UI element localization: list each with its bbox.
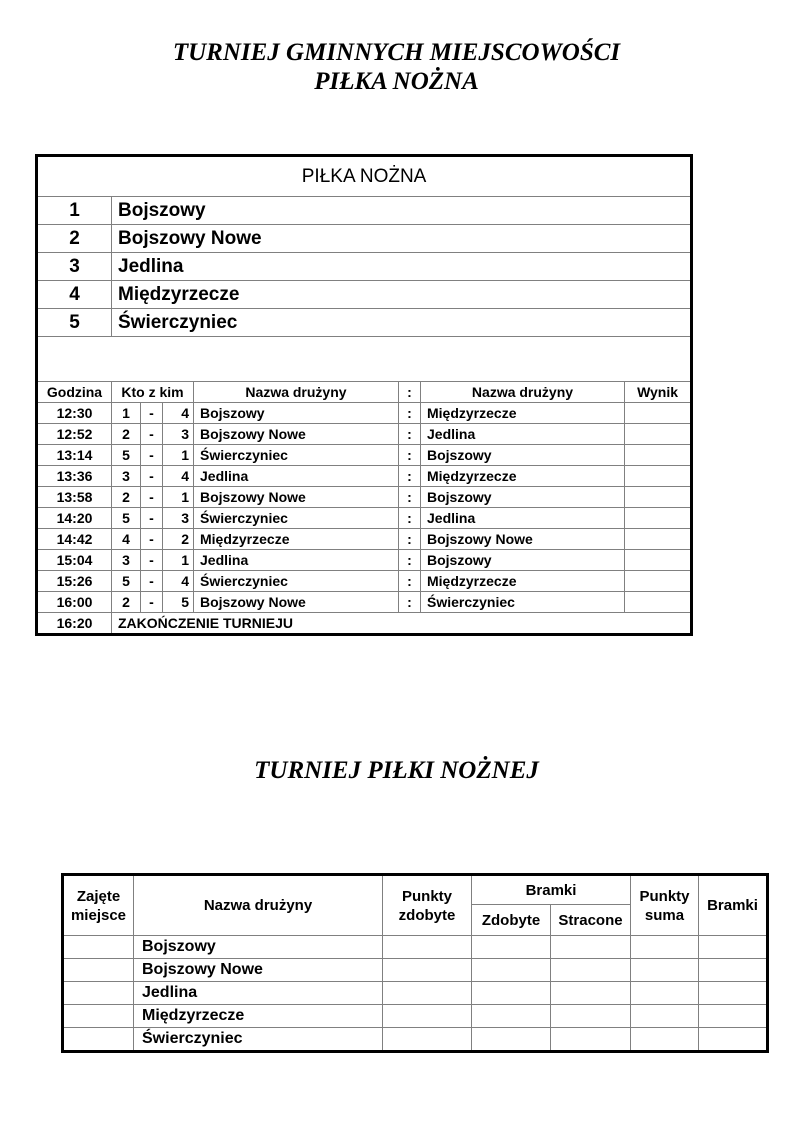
points-total-cell[interactable]	[631, 982, 699, 1005]
points-cell[interactable]	[383, 982, 472, 1005]
match-time: 13:36	[37, 466, 112, 487]
goals-for-cell[interactable]	[472, 982, 551, 1005]
col-points: Punkty zdobyte	[383, 875, 472, 936]
match-result[interactable]	[625, 592, 692, 613]
match-dash: -	[141, 424, 163, 445]
match-team-b-name: Świerczyniec	[421, 592, 625, 613]
match-row	[37, 466, 692, 487]
match-time: 12:30	[37, 403, 112, 424]
match-dash: -	[141, 592, 163, 613]
goals-total-cell[interactable]	[699, 936, 768, 959]
match-team-b-number: 4	[163, 466, 194, 487]
col-goals-total: Bramki	[699, 875, 768, 936]
match-row	[37, 592, 692, 613]
match-separator: :	[399, 529, 421, 550]
points-cell[interactable]	[383, 1005, 472, 1028]
match-team-a-name: Jedlina	[194, 466, 399, 487]
points-total-cell[interactable]	[631, 1005, 699, 1028]
schedule-table	[35, 154, 693, 636]
col-goals-against: Stracone	[551, 905, 631, 936]
points-total-cell[interactable]	[631, 936, 699, 959]
match-team-b-number: 1	[163, 550, 194, 571]
match-result[interactable]	[625, 487, 692, 508]
goals-for-cell[interactable]	[472, 1005, 551, 1028]
match-row	[37, 403, 692, 424]
place-cell[interactable]	[63, 936, 134, 959]
points-total-cell[interactable]	[631, 959, 699, 982]
match-result[interactable]	[625, 445, 692, 466]
match-team-a-number: 5	[112, 445, 141, 466]
team-number: 4	[37, 281, 112, 309]
team-row	[37, 197, 692, 225]
match-team-b-number: 4	[163, 571, 194, 592]
team-name: Jedlina	[112, 253, 692, 281]
match-team-b-name: Międzyrzecze	[421, 403, 625, 424]
col-team: Nazwa drużyny	[134, 875, 383, 936]
match-row	[37, 424, 692, 445]
match-separator: :	[399, 550, 421, 571]
team-row	[37, 253, 692, 281]
document-title	[0, 38, 793, 96]
match-dash: -	[141, 529, 163, 550]
match-time: 12:52	[37, 424, 112, 445]
team-number: 2	[37, 225, 112, 253]
match-separator: :	[399, 571, 421, 592]
col-team-b: Nazwa drużyny	[421, 382, 625, 403]
match-team-b-name: Bojszowy Nowe	[421, 529, 625, 550]
goals-total-cell[interactable]	[699, 1005, 768, 1028]
standings-row	[63, 936, 768, 959]
standings-row	[63, 1028, 768, 1052]
match-team-a-name: Świerczyniec	[194, 508, 399, 529]
col-result: Wynik	[625, 382, 692, 403]
match-row	[37, 508, 692, 529]
standings-header-row	[63, 875, 768, 905]
match-time: 15:26	[37, 571, 112, 592]
col-separator: :	[399, 382, 421, 403]
match-team-a-name: Jedlina	[194, 550, 399, 571]
place-cell[interactable]	[63, 1028, 134, 1052]
match-separator: :	[399, 445, 421, 466]
match-team-b-number: 5	[163, 592, 194, 613]
team-name: Bojszowy Nowe	[112, 225, 692, 253]
closing-label: ZAKOŃCZENIE TURNIEJU	[112, 613, 692, 635]
match-team-a-number: 4	[112, 529, 141, 550]
team-name: Bojszowy	[112, 197, 692, 225]
match-separator: :	[399, 487, 421, 508]
match-team-b-number: 3	[163, 508, 194, 529]
goals-against-cell[interactable]	[551, 1005, 631, 1028]
match-team-b-name: Jedlina	[421, 424, 625, 445]
match-team-a-number: 5	[112, 571, 141, 592]
match-row	[37, 445, 692, 466]
team-row	[37, 281, 692, 309]
match-separator: :	[399, 508, 421, 529]
match-team-a-name: Bojszowy	[194, 403, 399, 424]
schedule-column-header-row	[37, 382, 692, 403]
team-name: Świerczyniec	[112, 309, 692, 337]
match-team-a-number: 2	[112, 592, 141, 613]
team-number: 5	[37, 309, 112, 337]
team-name-cell: Świerczyniec	[134, 1028, 383, 1052]
place-cell[interactable]	[63, 982, 134, 1005]
match-team-a-number: 3	[112, 550, 141, 571]
match-team-a-name: Świerczyniec	[194, 445, 399, 466]
schedule-heading-row	[37, 156, 692, 197]
match-result[interactable]	[625, 508, 692, 529]
team-name-cell: Międzyrzecze	[134, 1005, 383, 1028]
match-row	[37, 487, 692, 508]
match-dash: -	[141, 445, 163, 466]
match-result[interactable]	[625, 466, 692, 487]
col-time: Godzina	[37, 382, 112, 403]
goals-against-cell[interactable]	[551, 1028, 631, 1052]
team-row	[37, 309, 692, 337]
place-cell[interactable]	[63, 959, 134, 982]
points-cell[interactable]	[383, 959, 472, 982]
standings-title: TURNIEJ PIŁKI NOŻNEJ	[254, 757, 539, 784]
match-team-a-number: 1	[112, 403, 141, 424]
match-time: 15:04	[37, 550, 112, 571]
match-team-b-number: 2	[163, 529, 194, 550]
match-team-a-name: Bojszowy Nowe	[194, 424, 399, 445]
match-team-a-name: Międzyrzecze	[194, 529, 399, 550]
schedule-heading: PIŁKA NOŻNA	[37, 156, 692, 197]
match-team-b-name: Bojszowy	[421, 550, 625, 571]
match-team-b-name: Jedlina	[421, 508, 625, 529]
match-dash: -	[141, 466, 163, 487]
match-time: 14:20	[37, 508, 112, 529]
match-team-b-number: 1	[163, 487, 194, 508]
match-dash: -	[141, 403, 163, 424]
match-result[interactable]	[625, 571, 692, 592]
goals-total-cell[interactable]	[699, 1028, 768, 1052]
match-dash: -	[141, 508, 163, 529]
standings-row	[63, 1005, 768, 1028]
points-total-cell[interactable]	[631, 1028, 699, 1052]
team-name-cell: Bojszowy Nowe	[134, 959, 383, 982]
col-points-total: Punkty suma	[631, 875, 699, 936]
match-team-a-name: Bojszowy Nowe	[194, 592, 399, 613]
team-row	[37, 225, 692, 253]
match-dash: -	[141, 487, 163, 508]
match-dash: -	[141, 550, 163, 571]
match-separator: :	[399, 424, 421, 445]
goals-for-cell[interactable]	[472, 936, 551, 959]
title-line-2: PIŁKA NOŻNA	[314, 68, 479, 95]
match-team-a-name: Bojszowy Nowe	[194, 487, 399, 508]
match-team-a-number: 3	[112, 466, 141, 487]
goals-total-cell[interactable]	[699, 959, 768, 982]
spacer-cell	[37, 337, 692, 382]
closing-row	[37, 613, 692, 635]
closing-time: 16:20	[37, 613, 112, 635]
goals-for-cell[interactable]	[472, 1028, 551, 1052]
standings-row	[63, 982, 768, 1005]
goals-total-cell[interactable]	[699, 982, 768, 1005]
standings-table	[61, 873, 769, 1053]
match-row	[37, 550, 692, 571]
match-team-a-number: 2	[112, 487, 141, 508]
col-goals-for: Zdobyte	[472, 905, 551, 936]
col-pair: Kto z kim	[112, 382, 194, 403]
team-name-cell: Bojszowy	[134, 936, 383, 959]
goals-for-cell[interactable]	[472, 959, 551, 982]
match-team-b-name: Bojszowy	[421, 487, 625, 508]
team-name-cell: Jedlina	[134, 982, 383, 1005]
match-team-b-number: 4	[163, 403, 194, 424]
match-result[interactable]	[625, 529, 692, 550]
match-time: 16:00	[37, 592, 112, 613]
match-team-a-name: Świerczyniec	[194, 571, 399, 592]
match-separator: :	[399, 403, 421, 424]
match-team-b-number: 1	[163, 445, 194, 466]
team-number: 3	[37, 253, 112, 281]
match-result[interactable]	[625, 550, 692, 571]
match-team-b-number: 3	[163, 424, 194, 445]
match-time: 14:42	[37, 529, 112, 550]
match-team-b-name: Międzyrzecze	[421, 466, 625, 487]
title-line-1: TURNIEJ GMINNYCH MIEJSCOWOŚCI	[172, 39, 621, 66]
match-team-a-number: 5	[112, 508, 141, 529]
col-team-a: Nazwa drużyny	[194, 382, 399, 403]
match-separator: :	[399, 592, 421, 613]
col-place: Zajęte miejsce	[63, 875, 134, 936]
goals-against-cell[interactable]	[551, 936, 631, 959]
match-dash: -	[141, 571, 163, 592]
match-separator: :	[399, 466, 421, 487]
match-result[interactable]	[625, 403, 692, 424]
match-team-b-name: Międzyrzecze	[421, 571, 625, 592]
match-team-a-number: 2	[112, 424, 141, 445]
goals-against-cell[interactable]	[551, 959, 631, 982]
match-team-b-name: Bojszowy	[421, 445, 625, 466]
spacer-row	[37, 337, 692, 382]
match-time: 13:14	[37, 445, 112, 466]
points-cell[interactable]	[383, 1028, 472, 1052]
team-number: 1	[37, 197, 112, 225]
place-cell[interactable]	[63, 1005, 134, 1028]
team-name: Międzyrzecze	[112, 281, 692, 309]
col-goals: Bramki	[472, 875, 631, 905]
standings-row	[63, 959, 768, 982]
match-time: 13:58	[37, 487, 112, 508]
match-result[interactable]	[625, 424, 692, 445]
match-row	[37, 529, 692, 550]
points-cell[interactable]	[383, 936, 472, 959]
match-row	[37, 571, 692, 592]
goals-against-cell[interactable]	[551, 982, 631, 1005]
